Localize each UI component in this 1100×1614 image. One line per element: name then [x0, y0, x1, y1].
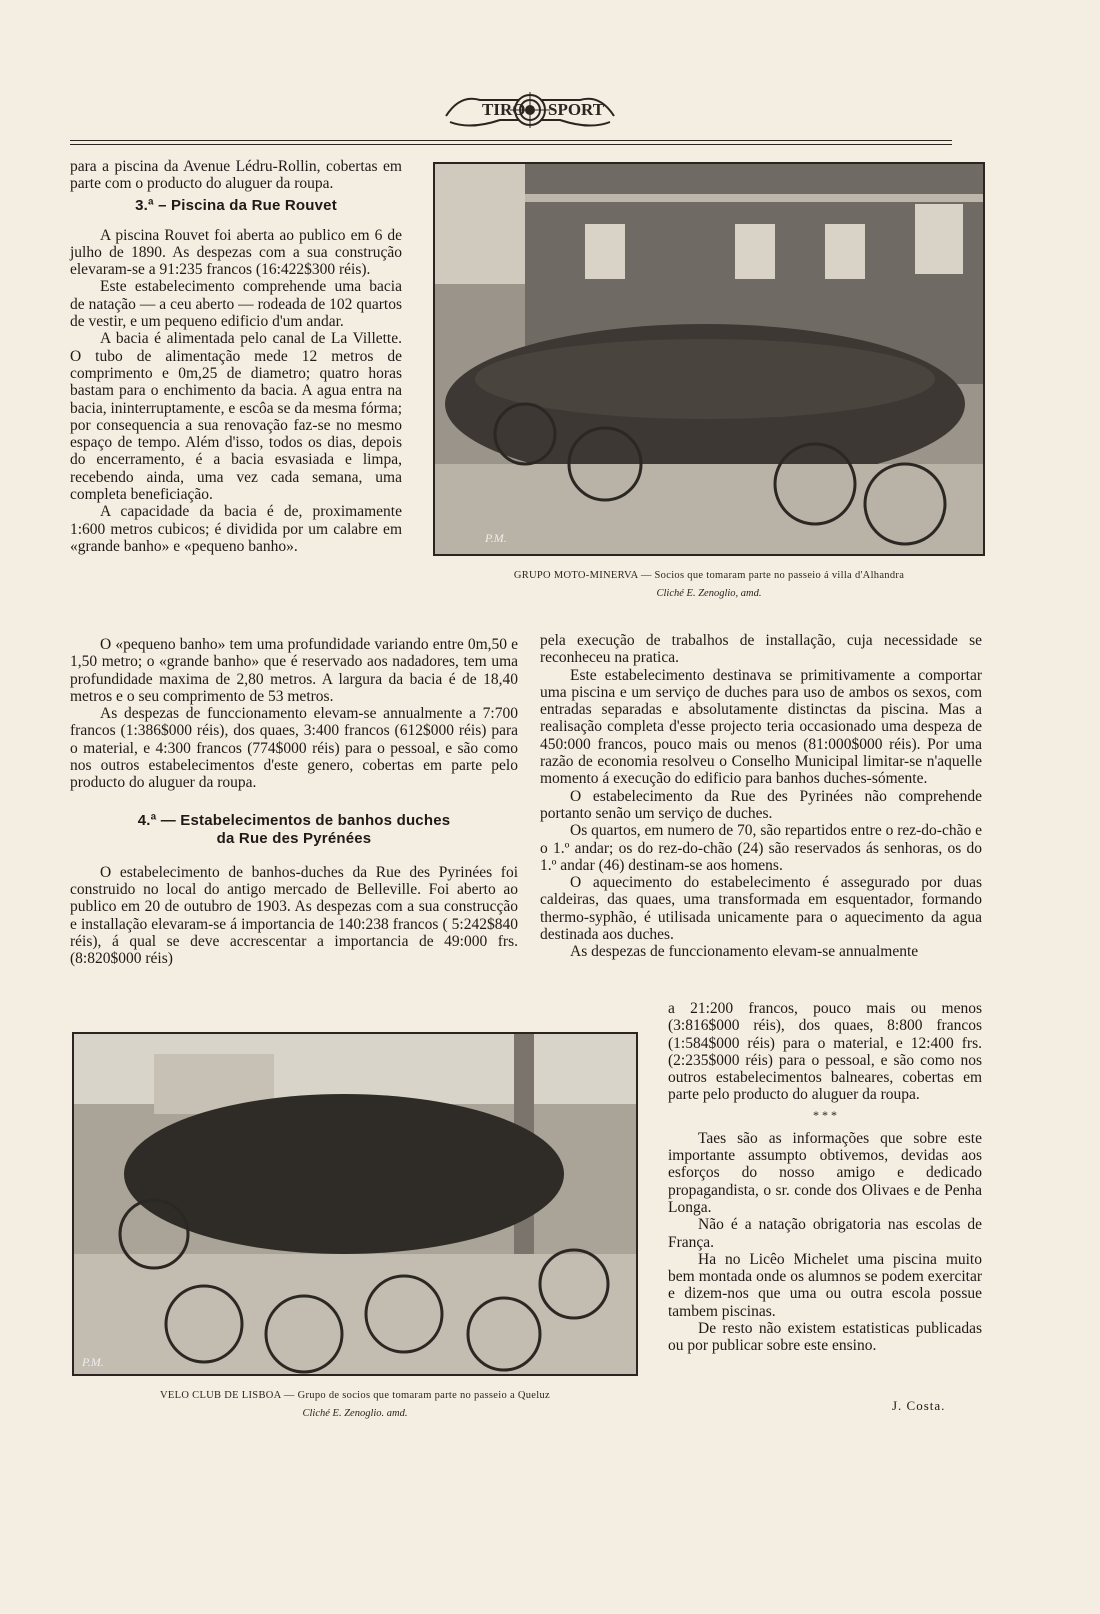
left-column-wide — [70, 636, 518, 967]
paragraph: Os quartos, em numero de 70, são repartidos entre o rez-do-chão e o 1.º andar; os do rez-do-chão (24) são reservados ás senhoras, os do 1.º andar (46) destinam-se aos homens. — [540, 822, 982, 874]
paragraph: Este estabelecimento destinava se primitivamente a comportar uma piscina e um serviço de duches para uso de ambos os sexos, com entradas separadas e absolutamente distinctas da piscina. Mas a realisação completa d'esse projecto teria occasionado uma despeza de 450:000 francos, pouco mais ou menos (81:000$000 réis). Por uma razão de economia resolveu o Conselho Municipal limitar-se n'aquelle momento á execução do edificio para banhos duches-sómente. — [540, 666, 982, 788]
paragraph: Ha no Licêo Michelet uma piscina muito bem montada onde os alumnos se podem exercitar e dizem-nos que uma ou outra escola possue tambem piscinas. — [668, 1250, 982, 1320]
paragraph: para a piscina da Avenue Lédru-Rollin, cobertas em parte com o producto do aluguer da roupa. — [70, 158, 402, 193]
paragraph: As despezas de funccionamento elevam-se annualmente a 7:700 francos (1:386$000 réis), dos quaes, 3:400 francos (612$000 réis) para o material, e 4:300 francos (774$000 réis) para o pessoal, e são como nos outros estabelecimentos d'este genero, cobertas em parte pelo producto do aluguer da roupa. — [70, 705, 518, 792]
paragraph: De resto não existem estatisticas publicadas ou por publicar sobre este ensino. — [668, 1320, 982, 1355]
target-logo-icon — [440, 86, 620, 132]
svg-text:TIRO: TIRO — [482, 100, 526, 119]
paragraph: A capacidade da bacia é de, proximamente 1:600 metros cubicos; é dividida por um calabre em «grande banho» e «pequeno banho». — [70, 503, 402, 555]
paragraph: A bacia é alimentada pelo canal de La Villette. O tubo de alimentação mede 12 metros de comprimento e 0m,25 de diametro; quatro horas bastam para o enchimento da bacia. A agua entra na bacia, ininterruptamente, e escôa se da mesma fórma; por consequencia a sua renovação faz-se no mesmo espaço de tempo. Além d'isso, todos os dias, depois do encerramento, é a bacia esvasiada e limpa, recebendo ainda, uma vez cada semana, uma completa beneficiação. — [70, 330, 402, 504]
paragraph: a 21:200 francos, pouco mais ou menos (3:816$000 réis), dos quaes, 8:800 francos (1:584$000 réis) para o material, e 12:400 frs. (2:235$000 réis) para o pessoal, e são como nos outros estabelecimentos balneares, cobertas em parte pelo producto do aluguer da roupa. — [668, 1000, 982, 1104]
header-rule-top — [70, 140, 952, 141]
photo-credit: Cliché E. Zenoglio. amd. — [302, 1408, 408, 1419]
paragraph: O estabelecimento da Rue des Pyrinées não comprehende portanto senão um serviço de duches. — [540, 787, 982, 822]
left-column-top — [70, 158, 402, 555]
photo-caption: GRUPO MOTO-MINERVA — Socios que tomaram parte no passeio á villa d'Alhandra — [513, 570, 905, 581]
paragraph: Taes são as informações que sobre este importante assumpto obtivemos, devidas aos esforços do nosso amigo e dedicado propagandista, o sr. conde dos Olivaes e de Penha Longa. — [668, 1129, 982, 1216]
paragraph: O aquecimento do estabelecimento é assegurado por duas caldeiras, das quaes, uma transformada em esquentador, formando thermo-syphão, é utilisada unicamente para o aquecimento da agua destinada aos duches. — [540, 874, 982, 944]
photo-velo-club — [72, 1032, 638, 1376]
photo-caption: VELO CLUB DE LISBOA — Grupo de socios que tomaram parte no passeio a Queluz — [160, 1390, 550, 1401]
right-column-indented — [668, 1000, 982, 1355]
photo-credit: Cliché E. Zenoglio, amd. — [656, 588, 762, 599]
svg-text:P.M.: P.M. — [82, 1355, 104, 1369]
paragraph: pela execução de trabalhos de installação, cuja necessidade se reconheceu na pratica. — [540, 632, 982, 667]
heading-line: da Rue des Pyrénées — [216, 829, 372, 847]
svg-text:P.M.: P.M. — [485, 531, 507, 545]
header-rule-bottom — [70, 144, 952, 145]
paragraph: O estabelecimento de banhos-duches da Rue des Pyrinées foi construido no local do antigo mercado de Belleville. Foi aberto ao publico em 20 de outubro de 1903. As despezas com a sua construcção e installação elevaram-se á importancia de 140:238 francos ( 5:242$840 réis), á qual se deve accrescentar a importancia de 49:000 frs. (8:820$000 réis) — [70, 863, 518, 968]
heading-line: 4.ª — Estabelecimentos de banhos duches — [137, 811, 451, 829]
section-heading-4 — [70, 812, 518, 848]
author-signature: J. Costa. — [892, 1398, 946, 1413]
paragraph: O «pequeno banho» tem uma profundidade variando entre 0m,50 e 1,50 metro; o «grande banho» que é reservado aos nadadores, tem uma profundidade maxima de 2,80 metros. A largura da bacia é de 18,40 metros e o seu comprimento de 53 metros. — [70, 636, 518, 705]
paragraph: As despezas de funccionamento elevam-se annualmente — [570, 943, 919, 961]
section-heading-3: 3.ª – Piscina da Rue Rouvet — [135, 196, 337, 214]
section-separator: * * * — [813, 1107, 837, 1122]
paragraph: Não é a natação obrigatoria nas escolas de França. — [668, 1216, 982, 1251]
masthead-logo — [440, 86, 620, 132]
paragraph: Este estabelecimento comprehende uma bacia de natação — a ceu aberto — rodeada de 102 quartos de vestir, e um pequeno edificio d'um andar. — [70, 278, 402, 331]
paragraph: A piscina Rouvet foi aberta ao publico em 6 de julho de 1890. As despezas com a sua construção elevaram-se a 91:235 francos (16:422$300 réis). — [70, 226, 402, 279]
svg-text:SPORT: SPORT — [548, 100, 605, 119]
right-column — [540, 632, 982, 961]
photo-moto-minerva — [433, 162, 985, 556]
